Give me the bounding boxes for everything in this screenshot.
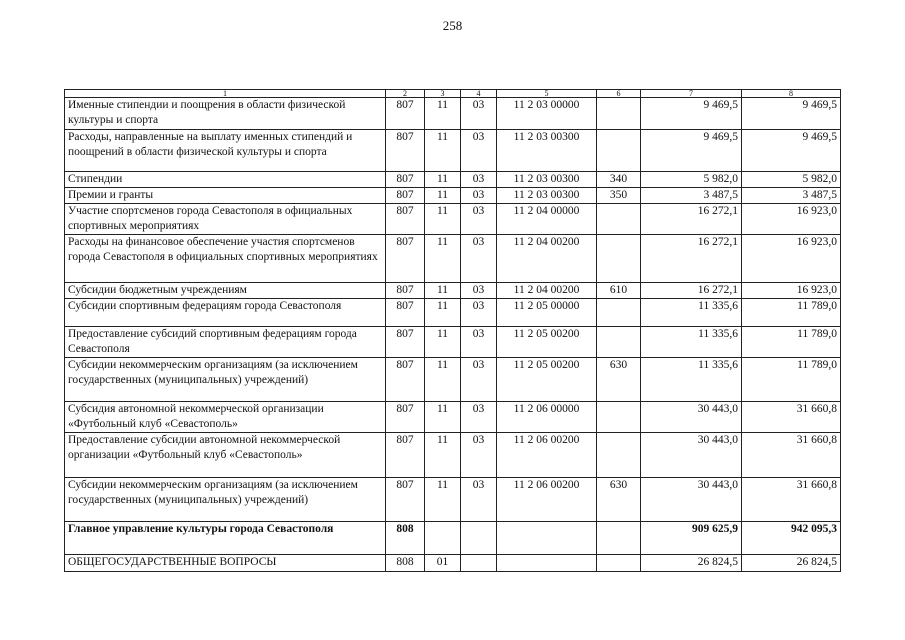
row-amount-year1: 30 443,0 bbox=[641, 433, 742, 478]
row-target-article: 11 2 03 00300 bbox=[497, 188, 597, 204]
row-amount-year2: 3 487,5 bbox=[742, 188, 841, 204]
row-amount-year2: 11 789,0 bbox=[742, 358, 841, 402]
row-section: 11 bbox=[425, 130, 461, 172]
row-section: 11 bbox=[425, 433, 461, 478]
row-grbs: 807 bbox=[386, 402, 425, 433]
row-expense-type: 340 bbox=[597, 172, 641, 188]
row-expense-type bbox=[597, 522, 641, 555]
row-target-article: 11 2 06 00200 bbox=[497, 433, 597, 478]
table-row bbox=[65, 478, 841, 522]
row-amount-year1: 11 335,6 bbox=[641, 358, 742, 402]
row-grbs: 807 bbox=[386, 327, 425, 358]
row-grbs: 808 bbox=[386, 522, 425, 555]
row-grbs: 807 bbox=[386, 204, 425, 235]
row-name: Именные стипендии и поощрения в области физической культуры и спорта bbox=[65, 98, 386, 130]
column-number-5: 5 bbox=[497, 90, 597, 98]
table-row bbox=[65, 188, 841, 204]
row-expense-type bbox=[597, 327, 641, 358]
row-grbs: 807 bbox=[386, 130, 425, 172]
row-grbs: 807 bbox=[386, 478, 425, 522]
row-expense-type bbox=[597, 555, 641, 572]
row-amount-year1: 909 625,9 bbox=[641, 522, 742, 555]
row-target-article: 11 2 05 00000 bbox=[497, 299, 597, 327]
row-grbs: 808 bbox=[386, 555, 425, 572]
row-amount-year1: 3 487,5 bbox=[641, 188, 742, 204]
table-body bbox=[65, 98, 841, 572]
row-subsection: 03 bbox=[461, 283, 497, 299]
row-subsection: 03 bbox=[461, 327, 497, 358]
row-name: Предоставление субсидии автономной некоммерческой организации «Футбольный клуб «Севастополь» bbox=[65, 433, 386, 478]
column-number-8: 8 bbox=[742, 90, 841, 98]
column-number-6: 6 bbox=[597, 90, 641, 98]
row-subsection: 03 bbox=[461, 130, 497, 172]
row-section: 11 bbox=[425, 188, 461, 204]
row-name: Субсидии некоммерческим организациям (за исключением государственных (муниципальных) учреждений) bbox=[65, 358, 386, 402]
row-amount-year1: 30 443,0 bbox=[641, 478, 742, 522]
column-number-7: 7 bbox=[641, 90, 742, 98]
row-target-article: 11 2 05 00200 bbox=[497, 327, 597, 358]
row-subsection: 03 bbox=[461, 204, 497, 235]
column-number-3: 3 bbox=[425, 90, 461, 98]
row-target-article: 11 2 04 00200 bbox=[497, 235, 597, 283]
row-subsection: 03 bbox=[461, 358, 497, 402]
row-amount-year1: 16 272,1 bbox=[641, 204, 742, 235]
row-expense-type bbox=[597, 402, 641, 433]
row-expense-type bbox=[597, 433, 641, 478]
column-number-2: 2 bbox=[386, 90, 425, 98]
row-amount-year1: 26 824,5 bbox=[641, 555, 742, 572]
table-row bbox=[65, 327, 841, 358]
row-amount-year2: 11 789,0 bbox=[742, 327, 841, 358]
row-amount-year2: 16 923,0 bbox=[742, 204, 841, 235]
row-section: 11 bbox=[425, 478, 461, 522]
row-grbs: 807 bbox=[386, 433, 425, 478]
table-row bbox=[65, 172, 841, 188]
row-name: Участие спортсменов города Севастополя в официальных спортивных мероприятиях bbox=[65, 204, 386, 235]
row-amount-year2: 942 095,3 bbox=[742, 522, 841, 555]
column-number-1: 1 bbox=[65, 90, 386, 98]
row-target-article: 11 2 03 00000 bbox=[497, 98, 597, 130]
row-section: 11 bbox=[425, 172, 461, 188]
table-row bbox=[65, 204, 841, 235]
row-target-article: 11 2 04 00000 bbox=[497, 204, 597, 235]
row-section: 11 bbox=[425, 235, 461, 283]
row-section: 11 bbox=[425, 204, 461, 235]
row-subsection: 03 bbox=[461, 402, 497, 433]
row-name: Субсидии некоммерческим организациям (за исключением государственных (муниципальных) учреждений) bbox=[65, 478, 386, 522]
row-expense-type bbox=[597, 204, 641, 235]
row-expense-type: 610 bbox=[597, 283, 641, 299]
row-amount-year2: 31 660,8 bbox=[742, 402, 841, 433]
row-amount-year2: 16 923,0 bbox=[742, 235, 841, 283]
row-expense-type bbox=[597, 98, 641, 130]
page-number: 258 bbox=[442, 18, 463, 33]
row-target-article: 11 2 04 00200 bbox=[497, 283, 597, 299]
row-section bbox=[425, 522, 461, 555]
table-row bbox=[65, 98, 841, 130]
row-amount-year1: 5 982,0 bbox=[641, 172, 742, 188]
table-row bbox=[65, 433, 841, 478]
row-name: ОБЩЕГОСУДАРСТВЕННЫЕ ВОПРОСЫ bbox=[65, 555, 386, 572]
row-amount-year1: 16 272,1 bbox=[641, 235, 742, 283]
row-name: Субсидия автономной некоммерческой организации «Футбольный клуб «Севастополь» bbox=[65, 402, 386, 433]
row-target-article: 11 2 06 00200 bbox=[497, 478, 597, 522]
row-grbs: 807 bbox=[386, 283, 425, 299]
row-subsection bbox=[461, 555, 497, 572]
row-section: 11 bbox=[425, 358, 461, 402]
row-amount-year2: 9 469,5 bbox=[742, 98, 841, 130]
row-name: Субсидии бюджетным учреждениям bbox=[65, 283, 386, 299]
row-subsection: 03 bbox=[461, 478, 497, 522]
table-row bbox=[65, 299, 841, 327]
row-expense-type bbox=[597, 235, 641, 283]
row-grbs: 807 bbox=[386, 172, 425, 188]
row-amount-year1: 16 272,1 bbox=[641, 283, 742, 299]
row-expense-type bbox=[597, 299, 641, 327]
row-amount-year2: 26 824,5 bbox=[742, 555, 841, 572]
row-subsection: 03 bbox=[461, 299, 497, 327]
row-subsection: 03 bbox=[461, 433, 497, 478]
row-subsection: 03 bbox=[461, 172, 497, 188]
row-amount-year2: 31 660,8 bbox=[742, 478, 841, 522]
row-amount-year1: 11 335,6 bbox=[641, 299, 742, 327]
row-name: Стипендии bbox=[65, 172, 386, 188]
row-name: Премии и гранты bbox=[65, 188, 386, 204]
row-name: Субсидии спортивным федерациям города Севастополя bbox=[65, 299, 386, 327]
table-row bbox=[65, 402, 841, 433]
row-amount-year1: 9 469,5 bbox=[641, 130, 742, 172]
row-amount-year1: 9 469,5 bbox=[641, 98, 742, 130]
row-target-article bbox=[497, 555, 597, 572]
row-target-article bbox=[497, 522, 597, 555]
header-row bbox=[65, 90, 841, 98]
table-row bbox=[65, 283, 841, 299]
row-target-article: 11 2 06 00000 bbox=[497, 402, 597, 433]
row-section: 11 bbox=[425, 327, 461, 358]
row-subsection: 03 bbox=[461, 98, 497, 130]
row-section: 11 bbox=[425, 98, 461, 130]
budget-table bbox=[64, 89, 841, 572]
table-row bbox=[65, 358, 841, 402]
row-amount-year2: 16 923,0 bbox=[742, 283, 841, 299]
row-section: 11 bbox=[425, 283, 461, 299]
table-row bbox=[65, 235, 841, 283]
row-name: Расходы, направленные на выплату именных стипендий и поощрений в области физической культуры и спорта bbox=[65, 130, 386, 172]
column-number-4: 4 bbox=[461, 90, 497, 98]
row-amount-year2: 9 469,5 bbox=[742, 130, 841, 172]
row-section: 11 bbox=[425, 299, 461, 327]
row-amount-year2: 11 789,0 bbox=[742, 299, 841, 327]
row-subsection: 03 bbox=[461, 188, 497, 204]
row-grbs: 807 bbox=[386, 358, 425, 402]
row-amount-year1: 30 443,0 bbox=[641, 402, 742, 433]
row-target-article: 11 2 05 00200 bbox=[497, 358, 597, 402]
row-name: Предоставление субсидий спортивным федерациям города Севастополя bbox=[65, 327, 386, 358]
row-amount-year2: 31 660,8 bbox=[742, 433, 841, 478]
table-row bbox=[65, 555, 841, 572]
row-expense-type bbox=[597, 130, 641, 172]
row-expense-type: 630 bbox=[597, 358, 641, 402]
row-target-article: 11 2 03 00300 bbox=[497, 172, 597, 188]
row-grbs: 807 bbox=[386, 98, 425, 130]
row-name: Расходы на финансовое обеспечение участия спортсменов города Севастополя в официальных спортивных мероприятиях bbox=[65, 235, 386, 283]
row-name: Главное управление культуры города Севастополя bbox=[65, 522, 386, 555]
row-section: 11 bbox=[425, 402, 461, 433]
row-amount-year2: 5 982,0 bbox=[742, 172, 841, 188]
row-grbs: 807 bbox=[386, 299, 425, 327]
row-amount-year1: 11 335,6 bbox=[641, 327, 742, 358]
row-target-article: 11 2 03 00300 bbox=[497, 130, 597, 172]
row-grbs: 807 bbox=[386, 235, 425, 283]
row-subsection: 03 bbox=[461, 235, 497, 283]
row-section: 01 bbox=[425, 555, 461, 572]
row-expense-type: 630 bbox=[597, 478, 641, 522]
row-subsection bbox=[461, 522, 497, 555]
table-row bbox=[65, 522, 841, 555]
row-expense-type: 350 bbox=[597, 188, 641, 204]
row-grbs: 807 bbox=[386, 188, 425, 204]
table-row bbox=[65, 130, 841, 172]
